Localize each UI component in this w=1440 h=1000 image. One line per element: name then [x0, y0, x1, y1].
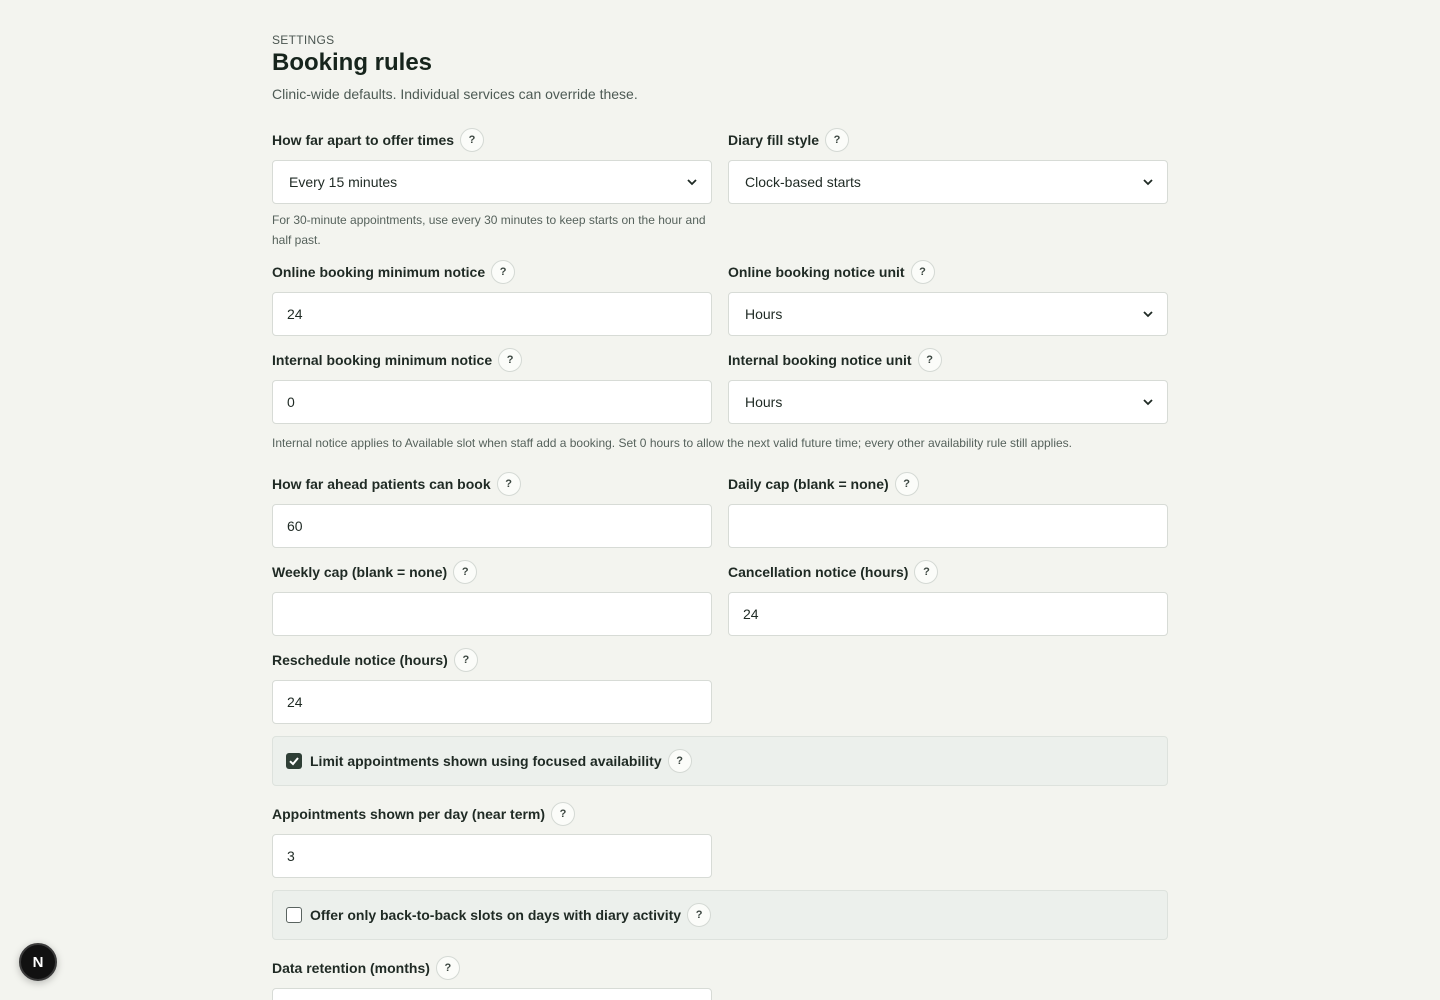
- back-to-back-checkbox[interactable]: [286, 907, 302, 923]
- page-title: Booking rules: [272, 49, 433, 76]
- weekly-cap-input[interactable]: [272, 592, 712, 636]
- fill-style-value: Clock-based starts: [745, 174, 861, 190]
- offer-interval-select[interactable]: [272, 160, 712, 204]
- help-icon[interactable]: ?: [491, 260, 515, 284]
- daily-cap-field: [728, 472, 1168, 548]
- shown-per-day-field: [272, 802, 712, 878]
- internal-notice-field: [272, 348, 712, 424]
- help-icon[interactable]: ?: [687, 903, 711, 927]
- daily-cap-input[interactable]: [728, 504, 1168, 548]
- chevron-down-icon: [1143, 309, 1153, 319]
- chevron-down-icon: [1143, 397, 1153, 407]
- help-icon[interactable]: ?: [551, 802, 575, 826]
- fill-style-select[interactable]: [728, 160, 1168, 204]
- online-notice-input[interactable]: 24: [272, 292, 712, 336]
- data-retention-input[interactable]: [272, 988, 712, 1000]
- cancel-notice-input[interactable]: 24: [728, 592, 1168, 636]
- help-icon[interactable]: ?: [825, 128, 849, 152]
- internal-notice-label: Internal booking minimum notice: [272, 352, 493, 368]
- weekly-cap-label: Weekly cap (blank = none): [272, 564, 448, 580]
- data-retention-field: [272, 956, 712, 1000]
- help-icon[interactable]: ?: [895, 472, 919, 496]
- cancel-notice-label: Cancellation notice (hours): [728, 564, 909, 580]
- internal-notice-unit-label: Internal booking notice unit: [728, 352, 912, 368]
- daily-cap-label: Daily cap (blank = none): [728, 476, 889, 492]
- offer-interval-field: [272, 128, 712, 250]
- back-to-back-panel: [272, 890, 1168, 940]
- help-icon[interactable]: ?: [460, 128, 484, 152]
- internal-notice-unit-value: Hours: [745, 394, 783, 410]
- check-icon: [288, 755, 300, 767]
- help-icon[interactable]: ?: [911, 260, 935, 284]
- help-icon[interactable]: ?: [436, 956, 460, 980]
- offer-interval-label: How far apart to offer times: [272, 132, 455, 148]
- back-to-back-label[interactable]: Offer only back-to-back slots on days with diary activity: [310, 907, 682, 923]
- fill-style-label: Diary fill style: [728, 132, 820, 148]
- internal-notice-unit-select[interactable]: [728, 380, 1168, 424]
- page-subtitle: Clinic-wide defaults. Individual services can override these.: [272, 86, 638, 102]
- online-notice-unit-select[interactable]: [728, 292, 1168, 336]
- reschedule-notice-input[interactable]: 24: [272, 680, 712, 724]
- shown-per-day-input[interactable]: 3: [272, 834, 712, 878]
- internal-notice-input[interactable]: 0: [272, 380, 712, 424]
- internal-notice-hint: Internal notice applies to Available slot when staff add a booking. Set 0 hours to allow the next valid future time; every other availability rule still applies.: [272, 436, 1073, 450]
- reschedule-notice-label: Reschedule notice (hours): [272, 652, 448, 668]
- help-icon[interactable]: ?: [918, 348, 942, 372]
- weekly-cap-field: [272, 560, 712, 636]
- chevron-down-icon: [687, 177, 697, 187]
- help-icon[interactable]: ?: [498, 348, 522, 372]
- help-icon[interactable]: ?: [914, 560, 938, 584]
- reschedule-notice-field: [272, 648, 712, 724]
- book-ahead-label: How far ahead patients can book: [272, 476, 491, 492]
- help-icon[interactable]: ?: [668, 749, 692, 773]
- chevron-down-icon: [1143, 177, 1153, 187]
- data-retention-label: Data retention (months): [272, 960, 430, 976]
- help-icon[interactable]: ?: [454, 648, 478, 672]
- section-eyebrow: SETTINGS: [272, 33, 335, 47]
- book-ahead-field: [272, 472, 712, 548]
- offer-interval-hint: For 30-minute appointments, use every 30 minutes to keep starts on the hour and half past.: [272, 213, 706, 247]
- offer-interval-value: Every 15 minutes: [289, 174, 398, 190]
- online-notice-label: Online booking minimum notice: [272, 264, 486, 280]
- internal-notice-unit-field: [728, 348, 1168, 424]
- cancel-notice-field: [728, 560, 1168, 636]
- book-ahead-input[interactable]: 60: [272, 504, 712, 548]
- help-icon[interactable]: ?: [453, 560, 477, 584]
- help-icon[interactable]: ?: [497, 472, 521, 496]
- focused-availability-checkbox[interactable]: [286, 753, 302, 769]
- online-notice-unit-value: Hours: [745, 306, 783, 322]
- fill-style-field: [728, 128, 1168, 204]
- online-notice-field: [272, 260, 712, 336]
- focused-availability-label[interactable]: Limit appointments shown using focused availability: [310, 753, 662, 769]
- app-launcher-button[interactable]: N: [19, 943, 57, 981]
- online-notice-unit-field: [728, 260, 1168, 336]
- online-notice-unit-label: Online booking notice unit: [728, 264, 905, 280]
- shown-per-day-label: Appointments shown per day (near term): [272, 806, 546, 822]
- focused-availability-panel: [272, 736, 1168, 786]
